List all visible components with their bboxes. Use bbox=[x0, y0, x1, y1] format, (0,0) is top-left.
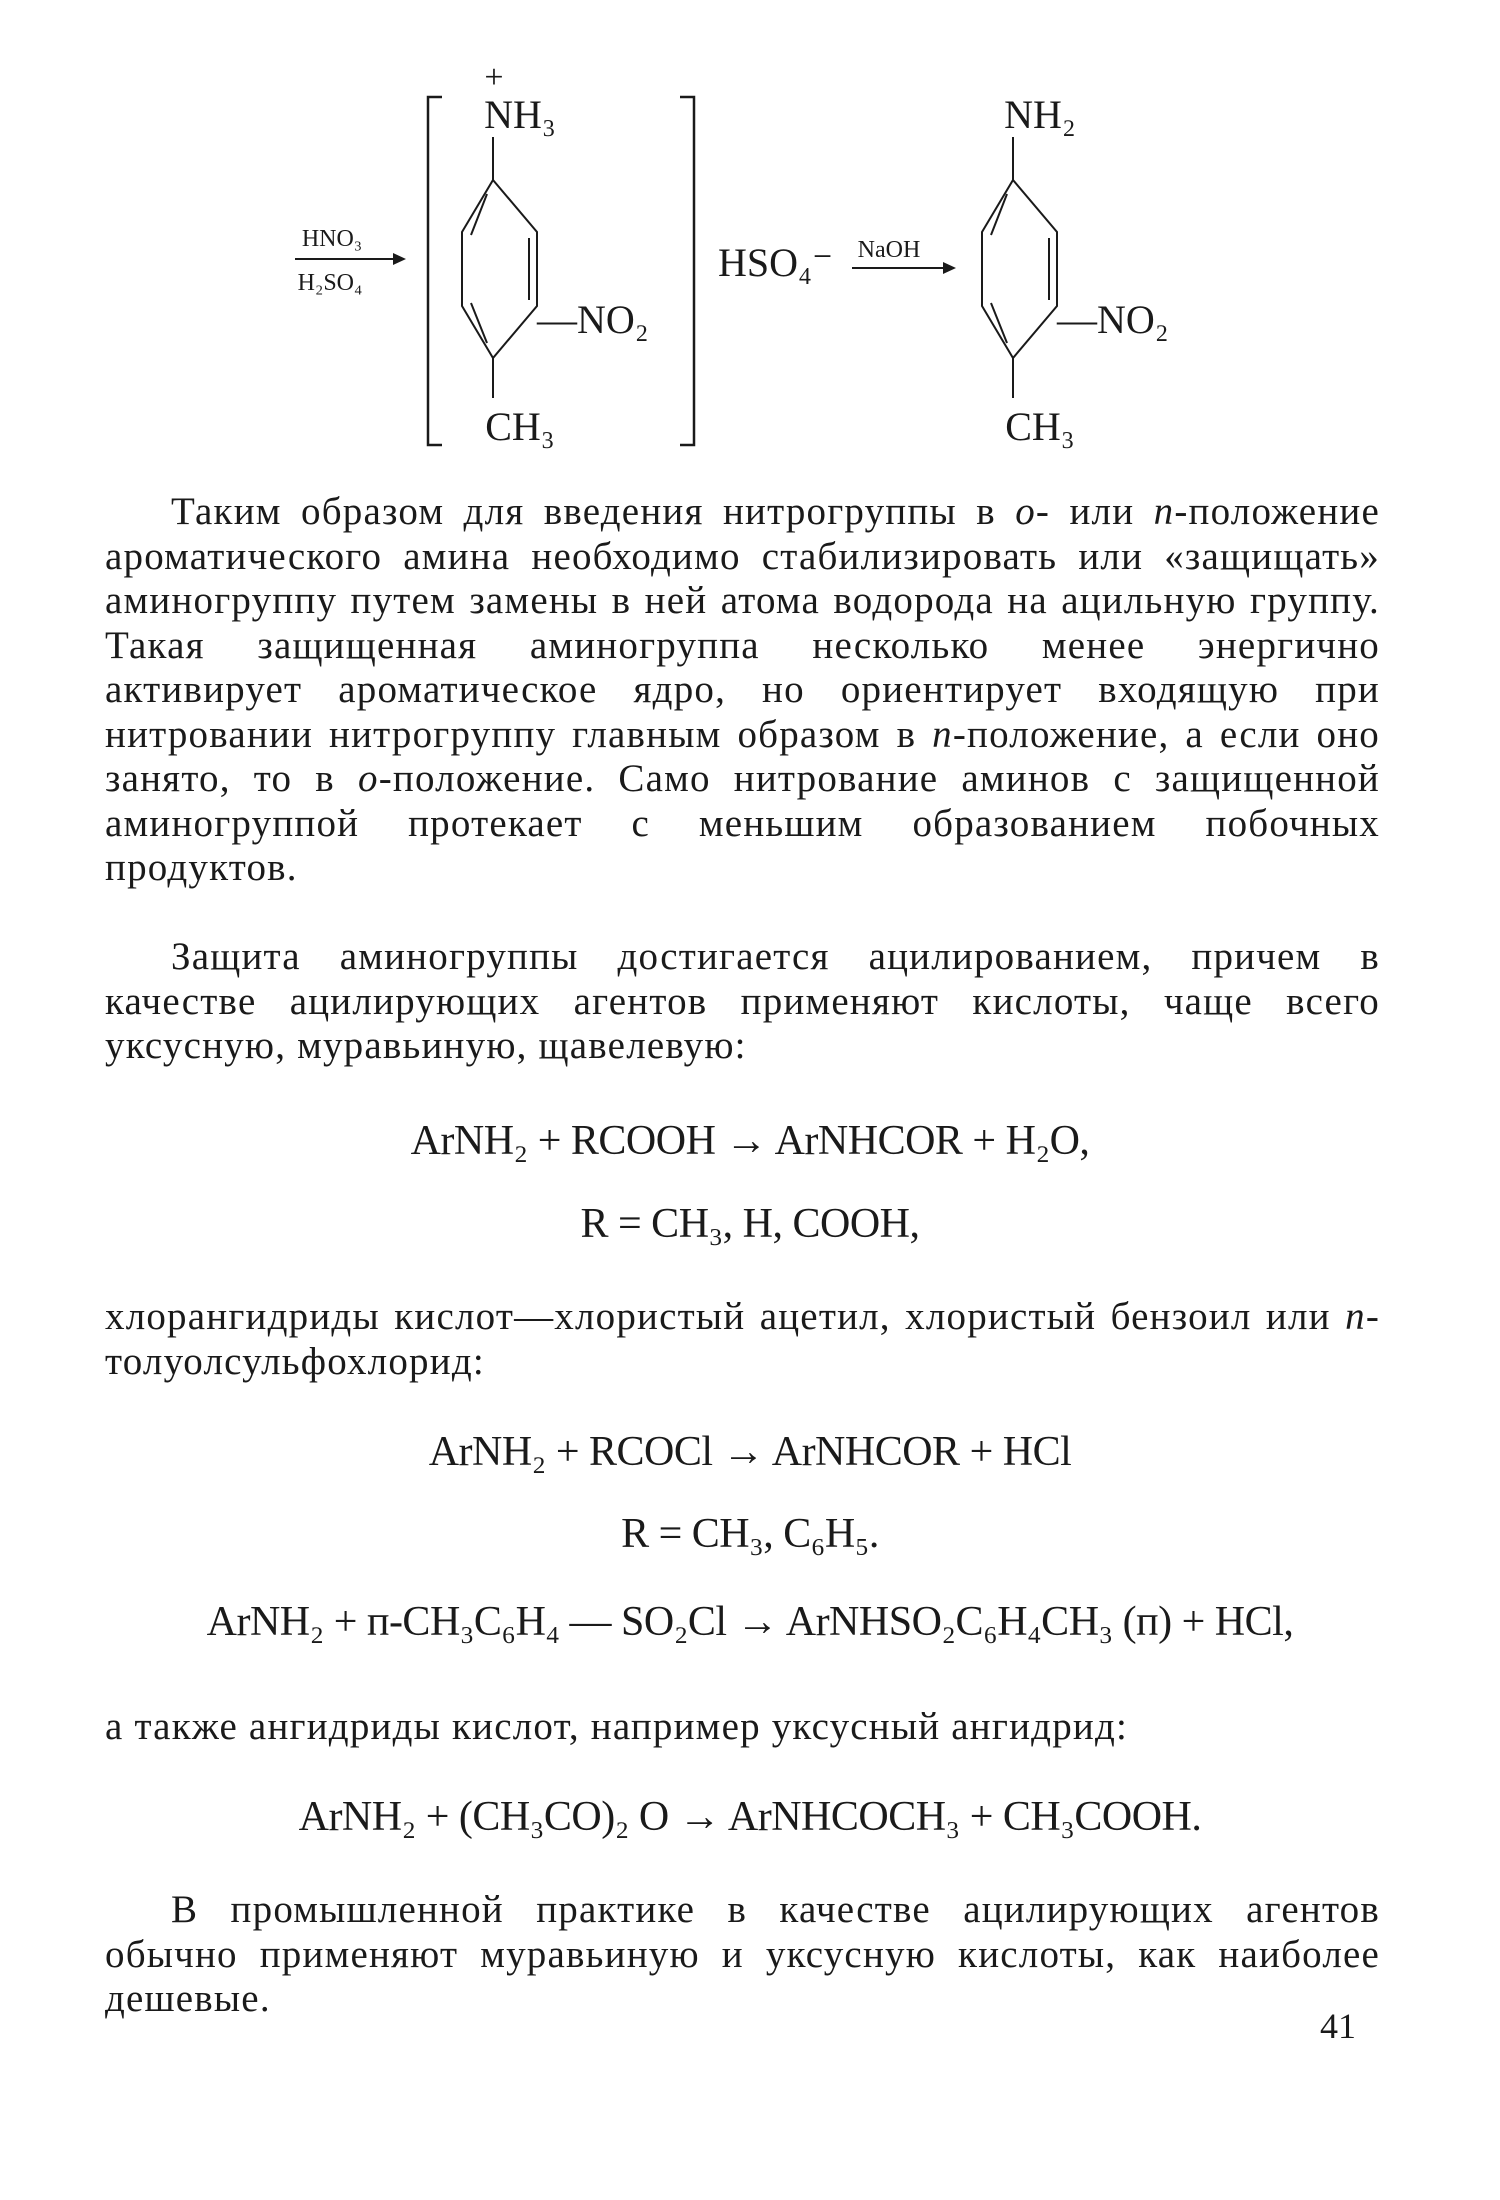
p3-para: п bbox=[1345, 1295, 1366, 1338]
product-bottom-group: CH₃ bbox=[1005, 404, 1075, 449]
ammonium-charge: + bbox=[484, 59, 504, 96]
paragraph-protection-intro bbox=[105, 490, 1380, 891]
p3-text-a: хлорангидриды кислот—хлористый ацетил, хлористый бензоил или bbox=[105, 1295, 1346, 1338]
product-top-group: NH₂ bbox=[1004, 92, 1076, 137]
page-number: 41 bbox=[1320, 2006, 1356, 2046]
p1-text-c: -положение ароматического амина необходимо стабилизировать или «защищать» аминогруппу путем замены в ней атома водорода на ацильную группу. Такая защищенная аминогруппа несколько менее энергично активирует ароматическое ядро, но ориентирует входящую при нитровании нитрогруппу главным образом в bbox=[105, 490, 1380, 756]
p1-text-b: - или bbox=[1035, 490, 1154, 533]
p1-text-e: -положение. Само нитрование аминов с защищенной аминогруппой протекает с меньшим образованием побочных продуктов. bbox=[105, 757, 1380, 889]
bracket-left bbox=[428, 97, 442, 445]
benzene-ring-intermediate bbox=[462, 180, 537, 358]
p1-para-1: п bbox=[1153, 490, 1175, 533]
p1-text-d: -положение, а если оно занято, то в bbox=[105, 712, 1380, 800]
paragraph-industrial-practice: В промышленной практике в качестве ацилирующих агентов обычно применяют муравьиную и уксусную кислоты, как наиболее дешевые. bbox=[105, 1888, 1380, 2020]
p1-text-a: Таким образом для введения нитрогруппы в bbox=[171, 490, 1016, 533]
equation-chloride-acylation: ArNH₂ + RCOCl → ArNHCOR + HCl bbox=[428, 1429, 1072, 1475]
equation-acid-acylation: ArNH₂ + RCOOH → ArNHCOR + H₂O, bbox=[410, 1118, 1090, 1164]
p3-text-b: -толуолсульфохлорид: bbox=[105, 1295, 1380, 1383]
reaction-scheme bbox=[0, 0, 1500, 470]
intermediate-nitro-group: —NO₂ bbox=[537, 297, 649, 342]
step1-arrowhead bbox=[393, 253, 406, 265]
equation-anhydride-acylation: ArNH₂ + (CH₃CO)₂ O → ArNHCOCH₃ + CH₃COOH. bbox=[298, 1794, 1202, 1840]
equation-acid-r-groups: R = CH₃, H, COOH, bbox=[580, 1201, 920, 1247]
paragraph-anhydrides: а также ангидриды кислот, например уксусный ангидрид: bbox=[105, 1705, 1129, 1748]
p1-para-2: п bbox=[932, 712, 953, 756]
double-bond-3 bbox=[471, 303, 487, 343]
paragraph-acylation: Защита аминогруппы достигается ацилированием, причем в качестве ацилирующих агентов применяют кислоты, чаще всего уксусную, муравьиную, щавелевую: bbox=[105, 935, 1380, 1067]
benzene-ring-product bbox=[982, 180, 1057, 358]
equation-chloride-r-groups: R = CH₃, C₆H₅. bbox=[621, 1511, 879, 1557]
intermediate-bottom-group: CH₃ bbox=[485, 404, 555, 449]
equation-tosylation: ArNH₂ + п-CH₃C₆H₄ — SO₂Cl → ArNHSO₂C₆H₄CH₃ (п) + HCl, bbox=[206, 1599, 1294, 1645]
bracket-right bbox=[680, 97, 694, 445]
product-double-bond-3 bbox=[991, 303, 1007, 343]
step1-reagent-bottom: H₂SO₄ bbox=[297, 270, 363, 296]
p1-ortho-2: о bbox=[358, 757, 379, 800]
counter-ion: HSO₄⁻ bbox=[718, 240, 834, 285]
p1-ortho-1: о bbox=[1015, 490, 1036, 533]
step2-reagent: NaOH bbox=[857, 237, 921, 263]
intermediate-top-group: NH₃ bbox=[484, 92, 556, 137]
step2-arrowhead bbox=[943, 262, 956, 274]
step1-reagent-top: HNO₃ bbox=[301, 226, 363, 252]
paragraph-acid-chlorides bbox=[105, 1295, 1380, 1384]
product-nitro-group: —NO₂ bbox=[1057, 297, 1169, 342]
